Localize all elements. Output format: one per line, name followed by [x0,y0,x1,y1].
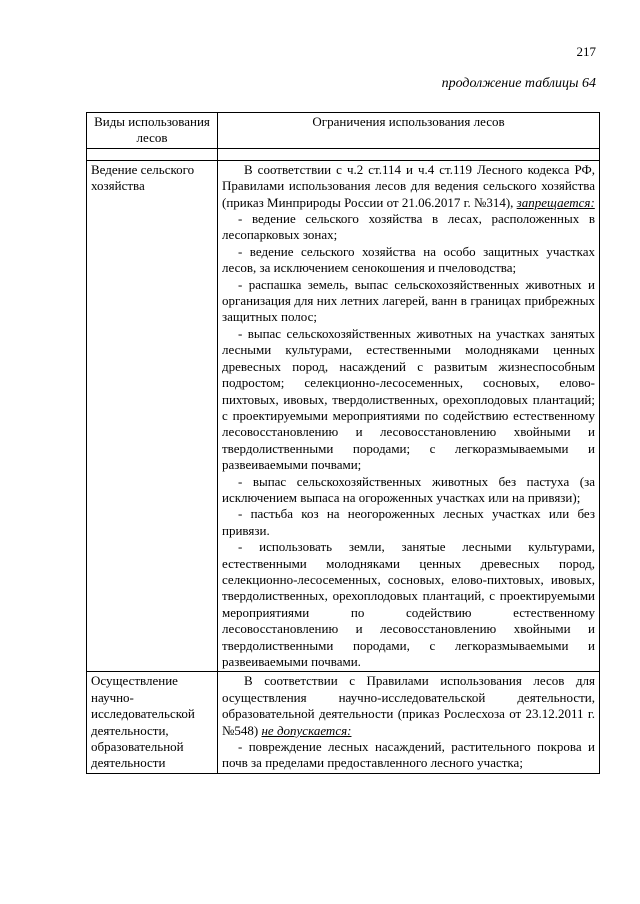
intro-emphasis: запрещается: [516,194,595,210]
use-kind-cell: Осуществление научно-исследовательской деятельности, образовательной деятельности [87,672,218,773]
restriction-item: - пастьба коз на неогороженных лесных участках или без привязи. [222,506,595,538]
restriction-item: - выпас сельскохозяйственных животных без пастуха (за исключением выпаса на огороженных участках или на привязи); [222,473,595,505]
restriction-item: - выпас сельскохозяйственных животных на участках занятых лесными культурами, естественными молодняками ценных древесных пород, насаждений с развитым жизнеспособным подростом; селекционно-лесосеменных, сосновых, елово-пихтовых, ивовых, твердолиственных, орехоплодовых плантаций; с проектируемыми мероприятиями по содействию естественному лесовосстановлению и лесовосстановлению хвойными и твердолиственными породами; с легкоразмываемыми и развеиваемыми почвами; [222,325,595,473]
table-row [87,672,600,773]
restrictions-cell [218,672,600,773]
restriction-item: - ведение сельского хозяйства на особо защитных участках лесов, за исключением сенокошения и пчеловодства; [222,243,595,276]
restriction-item: - распашка земель, выпас сельскохозяйственных животных и организация для них летних лагерей, ванн в границах прибрежных защитных полос; [222,276,595,325]
use-kind-cell: Ведение сельского хозяйства [87,160,218,672]
restriction-intro [222,673,595,739]
intro-emphasis: не допускается: [261,722,352,738]
forest-use-restrictions-table [86,112,600,774]
restriction-item: - ведение сельского хозяйства в лесах, расположенных в лесопарковых зонах; [222,211,595,243]
restrictions-cell [218,160,600,672]
table-row [87,160,600,672]
restriction-item: - использовать земли, занятые лесными культурами, естественными молодняками ценных древесных пород, селекционно-лесосеменных, сосновых, елово-пихтовых, ивовых, твердолиственных, орехоплодовых плантаций, с проектируемыми мероприятиями по содействию естественному лесовосстановлению и лесовосстановлению хвойными и твердолиственными породами, с легкоразмываемыми и развеиваемыми почвами. [222,539,595,669]
table-header-row [87,113,600,149]
header-restrictions: Ограничения использования лесов [218,113,600,149]
table-empty-row [87,148,600,160]
table-caption: продолжение таблицы 64 [441,76,596,91]
header-use-kind: Виды использования лесов [87,113,218,149]
restriction-item: - повреждение лесных насаждений, растительного покрова и почв за пределами предоставленного лесного участка; [222,739,595,771]
intro-text: В соответствии с ч.2 ст.114 и ч.4 ст.119 Лесного кодекса РФ, Правилами использования лесов для ведения сельского хозяйства (приказ Минприроды России от 21.06.2017 г. №314), [222,161,595,210]
page-number: 217 [576,44,596,59]
intro-text: В соответствии с Правилами использования лесов для осуществления научно-исследовательской деятельности, образовательной деятельности (приказ Рослесхоза от 23.12.2011 г. №548) [222,673,595,738]
restriction-intro [222,162,595,211]
